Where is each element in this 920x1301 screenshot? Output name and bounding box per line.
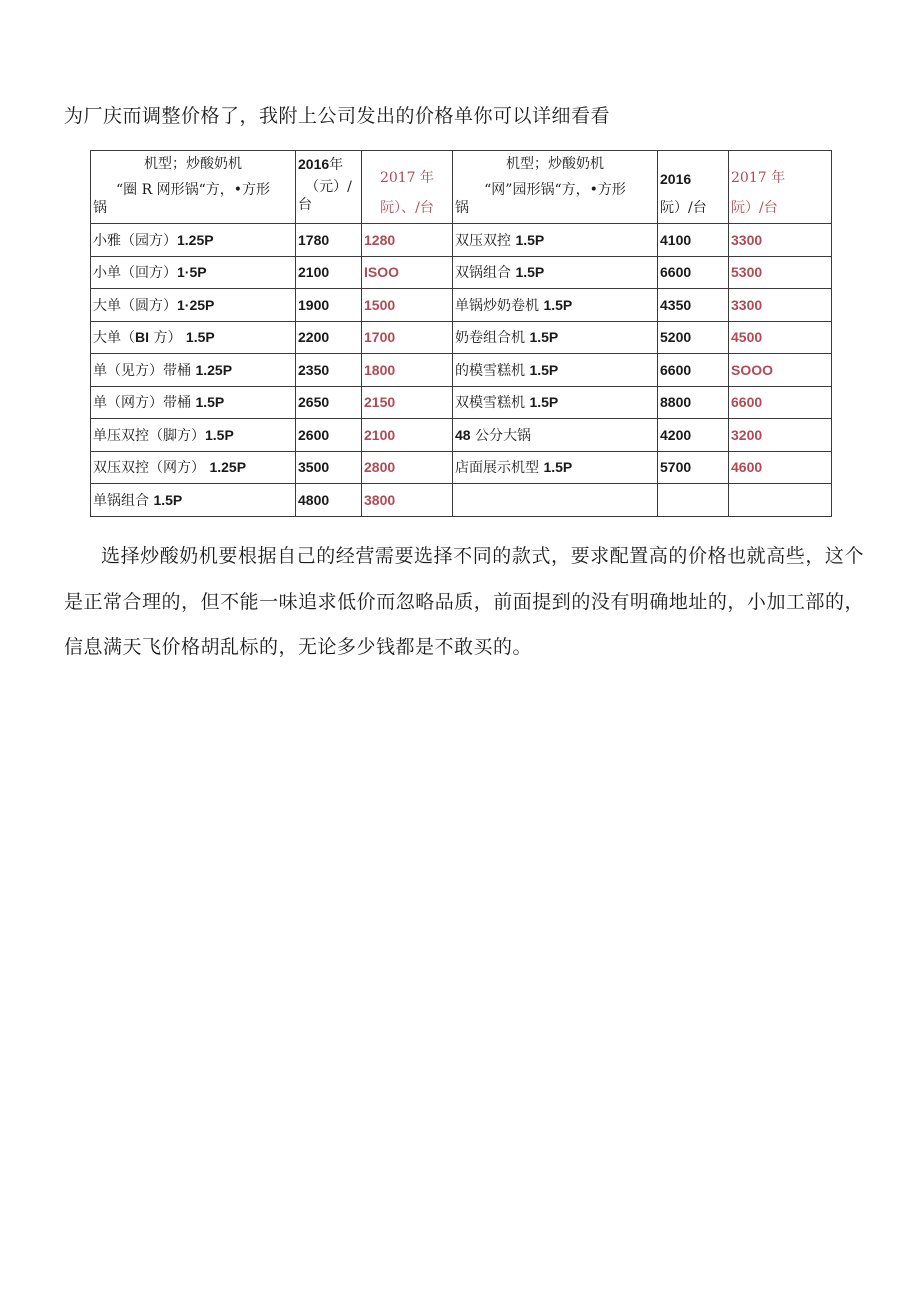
model-power: 1.5P bbox=[529, 329, 559, 346]
right-price-2016 bbox=[658, 484, 729, 517]
right-price-2017: 5300 bbox=[729, 256, 832, 289]
model-power: 1.5P bbox=[543, 296, 573, 313]
table-row bbox=[91, 451, 832, 484]
model-name: 双压双控 bbox=[455, 232, 511, 249]
right-price-2016: 5200 bbox=[658, 321, 729, 354]
right-model-cell bbox=[453, 224, 658, 257]
header-2016-right-unit: 阮）/台 bbox=[660, 200, 707, 216]
table-row bbox=[91, 256, 832, 289]
left-price-2016: 1780 bbox=[296, 224, 362, 257]
table-row bbox=[91, 419, 832, 452]
right-price-2017: 3300 bbox=[729, 224, 832, 257]
left-price-2016: 4800 bbox=[296, 484, 362, 517]
right-model-cell bbox=[453, 484, 658, 517]
header-model-right bbox=[453, 151, 658, 224]
header-2016-right bbox=[658, 151, 729, 224]
header-model-left-line2: “圈 R 网形锅“方，•方形 bbox=[115, 182, 270, 198]
table-row bbox=[91, 386, 832, 419]
right-price-2017: 3200 bbox=[729, 419, 832, 452]
model-size: 48 bbox=[455, 426, 471, 443]
model-code: BI bbox=[135, 329, 149, 346]
model-power: 1.25P bbox=[177, 231, 214, 248]
table-header-row bbox=[91, 151, 832, 224]
header-model-right-line3: 锅 bbox=[455, 200, 469, 216]
header-2017-left bbox=[362, 151, 453, 224]
right-price-2017: 4500 bbox=[729, 321, 832, 354]
model-power: 1.5P bbox=[529, 394, 559, 411]
header-2017-right-year: 2017 年 bbox=[731, 170, 786, 186]
table-row bbox=[91, 321, 832, 354]
left-price-2016: 3500 bbox=[296, 451, 362, 484]
model-name: 双模雪糕机 bbox=[455, 395, 525, 412]
header-model-right-line1: 机型；炒酸奶机 bbox=[506, 156, 604, 172]
right-price-2016: 4350 bbox=[658, 289, 729, 322]
right-model-cell bbox=[453, 321, 658, 354]
model-power: 1·5P bbox=[177, 264, 207, 281]
header-model-left bbox=[91, 151, 296, 224]
header-2016-right-year: 2016 bbox=[660, 171, 692, 187]
table-row bbox=[91, 289, 832, 322]
left-model-cell bbox=[91, 386, 296, 419]
price-table bbox=[90, 150, 832, 517]
left-model-cell bbox=[91, 289, 296, 322]
header-model-left-line3: 锅 bbox=[93, 200, 107, 216]
model-name: 奶卷组合机 bbox=[455, 330, 525, 347]
model-name: 单锅炒奶卷机 bbox=[455, 297, 539, 314]
header-2016-left bbox=[296, 151, 362, 224]
left-price-2016: 2650 bbox=[296, 386, 362, 419]
right-price-2016: 5700 bbox=[658, 451, 729, 484]
table-row bbox=[91, 484, 832, 517]
model-power: 1.5P bbox=[515, 231, 545, 248]
model-name: 双锅组合 bbox=[455, 265, 511, 282]
left-price-2017: 1800 bbox=[362, 354, 453, 387]
model-name: 单（见方）带桶 bbox=[93, 362, 191, 379]
left-price-2017: 2100 bbox=[362, 419, 453, 452]
left-price-2016: 2100 bbox=[296, 256, 362, 289]
model-name: 单锅组合 bbox=[93, 492, 149, 509]
right-price-2017: 4600 bbox=[729, 451, 832, 484]
header-2016-left-unit1: （元）/ bbox=[305, 179, 352, 195]
model-power: 1.5P bbox=[195, 394, 225, 411]
model-power: 1.25P bbox=[195, 361, 233, 378]
right-price-2017: 3300 bbox=[729, 289, 832, 322]
left-price-2017: 2800 bbox=[362, 451, 453, 484]
left-model-cell bbox=[91, 451, 296, 484]
left-price-2017: ISOO bbox=[362, 256, 453, 289]
header-2016-left-year: 2016 bbox=[298, 156, 330, 172]
right-model-cell bbox=[453, 451, 658, 484]
model-name: 的模雪糕机 bbox=[455, 362, 525, 379]
model-power: 1·25P bbox=[177, 296, 215, 313]
left-price-2016: 2600 bbox=[296, 419, 362, 452]
right-price-2016: 6600 bbox=[658, 354, 729, 387]
model-name: 大单（ bbox=[93, 330, 135, 347]
model-name: 小雅（园方） bbox=[93, 232, 177, 249]
header-2017-right bbox=[729, 151, 832, 224]
right-price-2016: 8800 bbox=[658, 386, 729, 419]
model-power: 1.5P bbox=[543, 459, 573, 476]
left-model-cell bbox=[91, 354, 296, 387]
right-price-2016: 4100 bbox=[658, 224, 729, 257]
table-row bbox=[91, 354, 832, 387]
header-model-left-line1: 机型；炒酸奶机 bbox=[144, 156, 242, 172]
left-model-cell bbox=[91, 321, 296, 354]
right-model-cell bbox=[453, 419, 658, 452]
model-power: 1.5P bbox=[205, 426, 234, 443]
model-power: 1.5P bbox=[185, 329, 215, 346]
model-power: 1.5P bbox=[515, 264, 545, 281]
right-price-2016: 6600 bbox=[658, 256, 729, 289]
right-price-2017: 6600 bbox=[729, 386, 832, 419]
table-row bbox=[91, 224, 832, 257]
left-price-2016: 1900 bbox=[296, 289, 362, 322]
left-model-cell bbox=[91, 224, 296, 257]
right-model-cell bbox=[453, 256, 658, 289]
model-name: 大单（圆方） bbox=[93, 297, 177, 314]
right-price-2017: SOOO bbox=[729, 354, 832, 387]
model-power: 1.25P bbox=[209, 459, 247, 476]
left-model-cell bbox=[91, 484, 296, 517]
right-model-cell bbox=[453, 354, 658, 387]
right-model-cell bbox=[453, 289, 658, 322]
left-price-2017: 1700 bbox=[362, 321, 453, 354]
right-price-2016: 4200 bbox=[658, 419, 729, 452]
model-name: 公分大锅 bbox=[475, 427, 532, 444]
model-power: 1.5P bbox=[529, 361, 559, 378]
model-name-suffix: 方） bbox=[153, 330, 182, 347]
left-price-2016: 2350 bbox=[296, 354, 362, 387]
header-2017-left-unit: 阮）、/台 bbox=[380, 200, 434, 216]
header-2017-right-unit: 阮）/台 bbox=[731, 200, 778, 216]
left-price-2017: 1280 bbox=[362, 224, 453, 257]
header-2016-left-suffix: 年 bbox=[329, 157, 344, 173]
left-price-2017: 3800 bbox=[362, 484, 453, 517]
header-2016-left-unit2: 台 bbox=[298, 197, 312, 213]
left-price-2016: 2200 bbox=[296, 321, 362, 354]
body-paragraph: 选择炒酸奶机要根据自己的经营需要选择不同的款式，要求配置高的价格也就高些，这个是正常合理的，但不能一味追求低价而忽略品质，前面提到的没有明确地址的，小加工部的，信息满天飞价格胡乱标的，无论多少钱都是不敢买的。 bbox=[64, 545, 864, 658]
left-price-2017: 1500 bbox=[362, 289, 453, 322]
model-power: 1.5P bbox=[153, 491, 183, 508]
model-name: 店面展示机型 bbox=[455, 460, 539, 477]
left-model-cell bbox=[91, 419, 296, 452]
header-model-right-line2: “网”园形锅“方，•方形 bbox=[484, 182, 626, 198]
model-name: 双压双控（网方） bbox=[93, 460, 205, 477]
model-name: 单压双控（脚方） bbox=[93, 427, 205, 444]
right-model-cell bbox=[453, 386, 658, 419]
right-price-2017 bbox=[729, 484, 832, 517]
header-2017-left-year: 2017 年 bbox=[379, 170, 435, 186]
model-name: 单（网方）带桶 bbox=[93, 395, 191, 412]
left-model-cell bbox=[91, 256, 296, 289]
model-name: 小单（回方） bbox=[93, 265, 177, 282]
header-2016-left-year-line bbox=[298, 157, 343, 173]
left-price-2017: 2150 bbox=[362, 386, 453, 419]
intro-sentence: 为厂庆而调整价格了，我附上公司发出的价格单你可以详细看看 bbox=[64, 105, 611, 127]
